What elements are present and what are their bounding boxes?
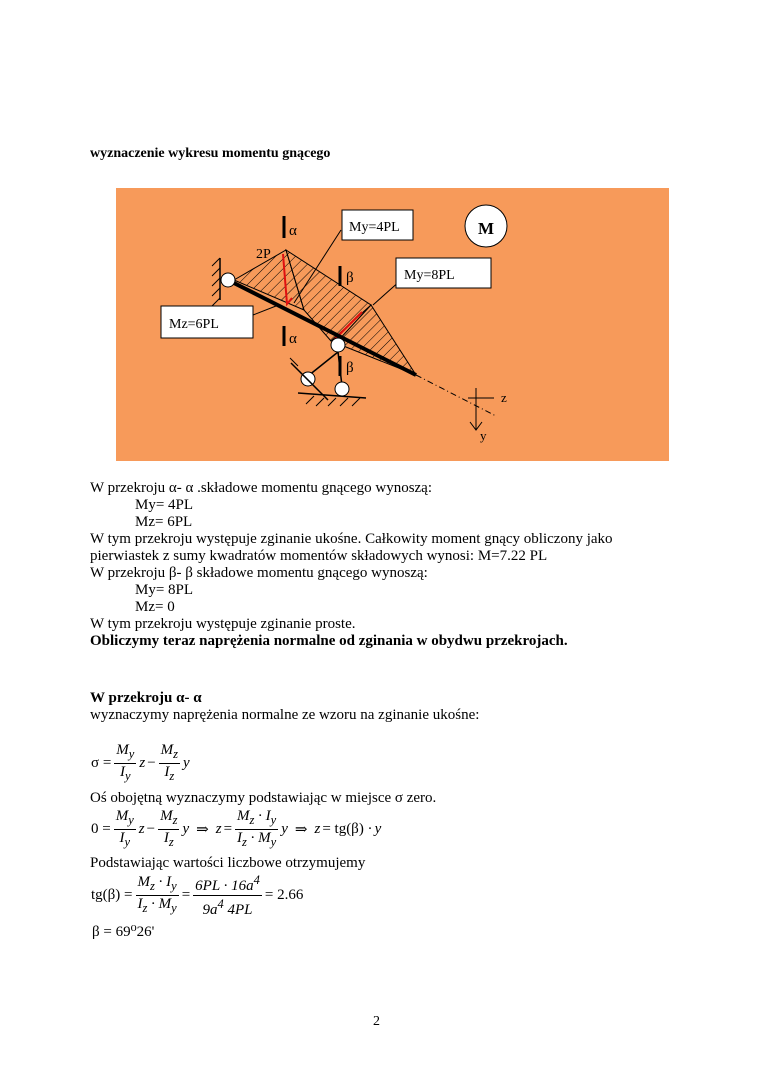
- text-p3: pierwiastek z sumy kwadratów momentów składowych wynosi: M=7.22 PL: [90, 548, 548, 564]
- roller-2: [335, 382, 349, 396]
- equation-sigma: σ = $\frac{M_y}{I_y}$ z − $\frac{M_z}{I_z}$ y: [91, 742, 190, 783]
- label-y: y: [480, 428, 487, 443]
- label-force: 2P: [256, 247, 271, 262]
- equation-tg-beta: tg(β) = $\frac{M_z \cdot I_y}{I_z \cdot M_y}$ = $\frac{6PL \cdot 16a^4}{9a^4 4PL}$ = 2.66: [91, 873, 304, 918]
- text-p7: wyznaczymy naprężenia normalne ze wzoru na zginanie ukośne:: [90, 707, 480, 723]
- text-p4: W przekroju β- β składowe momentu gnącego wynoszą:: [90, 565, 428, 581]
- label-alpha-bottom: α: [289, 331, 297, 347]
- text-p1: W przekroju α- α .składowe momentu gnącego wynoszą:: [90, 480, 433, 496]
- equation-neutral-axis: 0 = $\frac{M_y}{I_y}$ z − $\frac{M_z}{I_z}$ y ⇒ z = $\frac{M_z \cdot I_y}{I_z \cdot M_y}$ y ⇒ z = tg(β) · y: [91, 808, 382, 849]
- text-p6: Obliczymy teraz naprężenia normalne od zginania w obydwu przekrojach.: [90, 633, 568, 649]
- bending-moment-diagram: [116, 188, 669, 461]
- text-p2: W tym przekroju występuje zginanie ukośne. Całkowity moment gnący obliczony jako: [90, 531, 613, 547]
- page-number: 2: [373, 1014, 380, 1029]
- text-p5: W tym przekroju występuje zginanie proste.: [90, 616, 356, 632]
- label-alpha-top: α: [289, 223, 297, 239]
- label-my4: My=4PL: [349, 220, 400, 235]
- support-pin: [331, 338, 345, 352]
- page-heading: wyznaczenie wykresu momentu gnącego: [90, 146, 331, 161]
- text-p1-my: My= 4PL: [135, 497, 194, 513]
- equation-beta-value: β = 69⁰26': [92, 924, 155, 940]
- label-m: M: [478, 219, 495, 238]
- section-heading: W przekroju α- α: [90, 690, 202, 706]
- label-z: z: [501, 390, 507, 405]
- label-mz6: Mz=6PL: [169, 317, 219, 332]
- text-p9: Podstawiając wartości liczbowe otrzymujemy: [90, 855, 366, 871]
- text-p4-mz: Mz= 0: [135, 599, 175, 615]
- left-pin: [221, 273, 235, 287]
- text-p4-my: My= 8PL: [135, 582, 194, 598]
- label-beta-bottom: β: [346, 360, 354, 376]
- text-p1-mz: Mz= 6PL: [135, 514, 193, 530]
- label-my8: My=8PL: [404, 268, 455, 283]
- text-p8: Oś obojętną wyznaczymy podstawiając w miejsce σ zero.: [90, 790, 437, 806]
- label-beta-top: β: [346, 270, 354, 286]
- diagram-svg: [116, 188, 669, 461]
